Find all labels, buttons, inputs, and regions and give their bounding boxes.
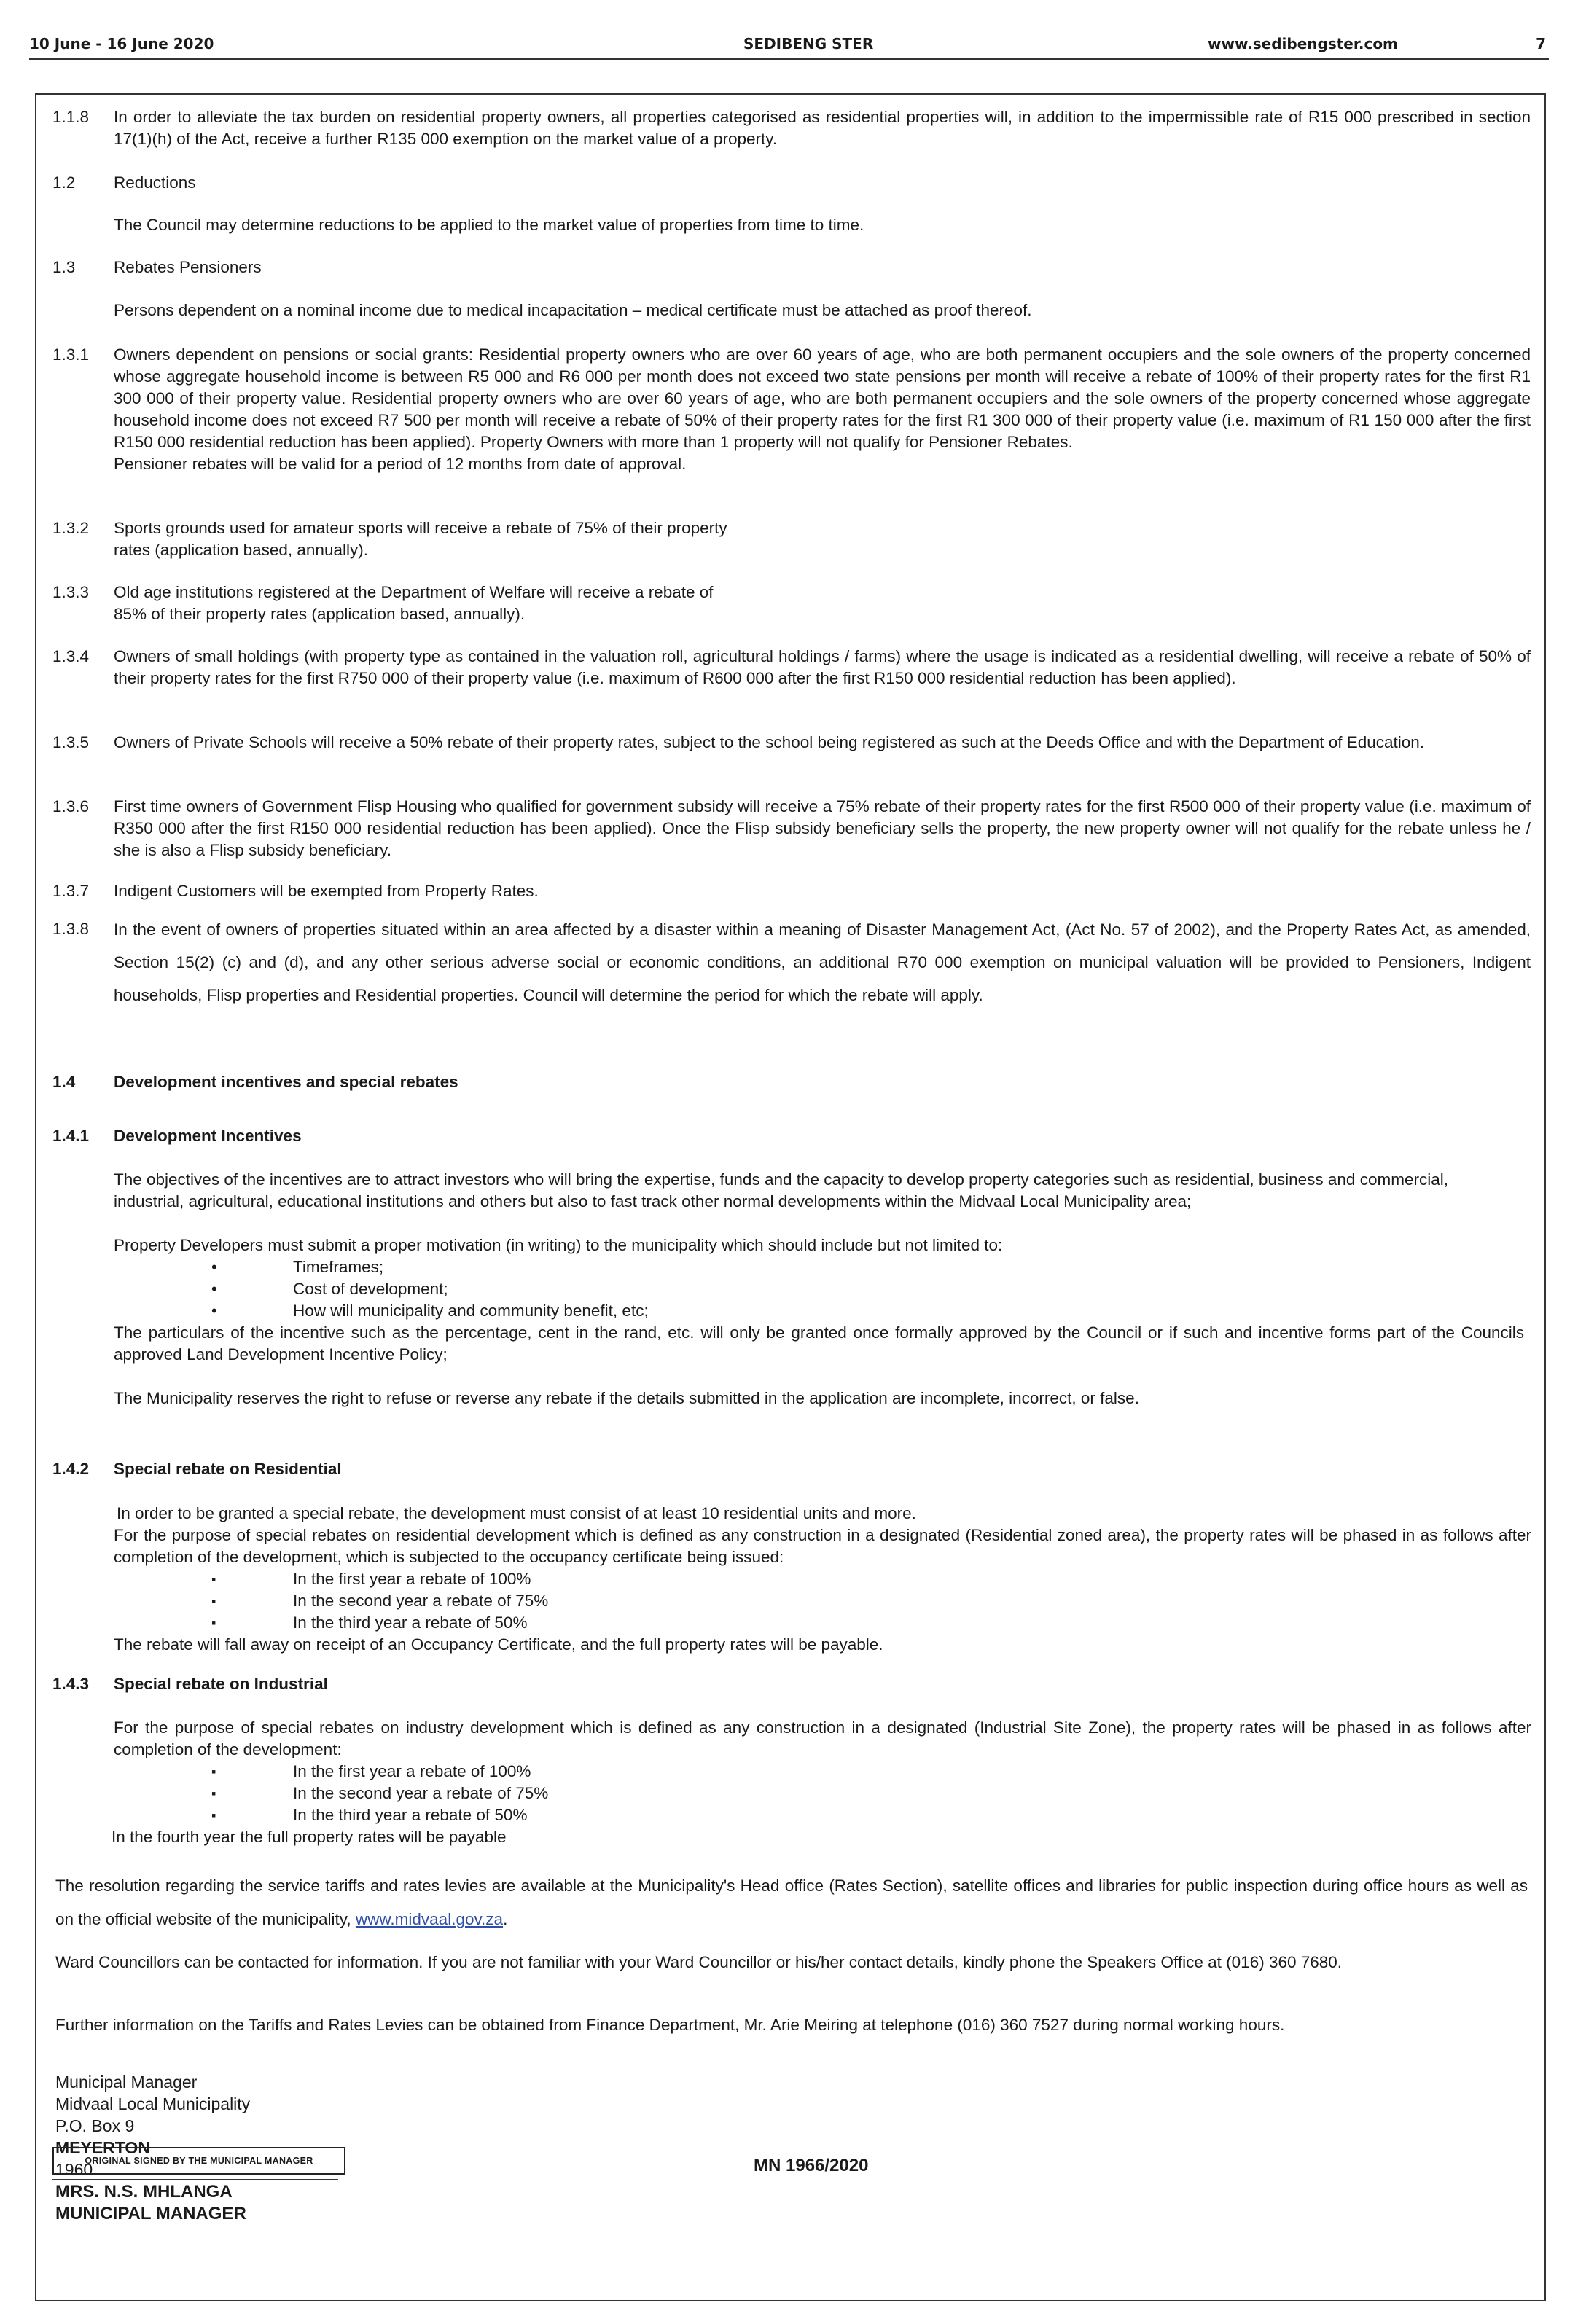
bullet-item: • How will municipality and community benefit, etc; (114, 1300, 1524, 1322)
section-text (114, 582, 1531, 625)
further-info-text: Further information on the Tariffs and Rates Levies can be obtained from Finance Department, Mr. Arie Meiring at telephone (016) 360 7527 during normal working hours. (55, 2016, 1285, 2034)
section-number: 1.4.1 (52, 1127, 90, 1145)
section-title: Development Incentives (114, 1127, 302, 1145)
manager-title: Municipal Manager (55, 2073, 198, 2092)
town: MEYERTON (55, 2138, 150, 2157)
section-number: 1.4 (52, 1073, 76, 1091)
section-number: 1.3.1 (52, 345, 90, 364)
section-number: 1.3.2 (52, 519, 90, 537)
section-title: Reductions (114, 173, 196, 192)
bullet-item: ▪ In the second year a rebate of 75% (114, 1783, 1531, 1804)
bullet-item: ▪ In the third year a rebate of 50% (114, 1612, 1531, 1634)
paragraph: The objectives of the incentives are to attract investors who will bring the expertise, funds and the capacity to develop property categories such as residential, business and commercial, (114, 1170, 1448, 1189)
section-text (114, 1503, 1531, 1656)
section-text: Indigent Customers will be exempted from Property Rates. (114, 882, 539, 900)
text-line: Sports grounds used for amateur sports will receive a rebate of 75% of their property (114, 519, 727, 537)
paragraph: The Municipality reserves the right to refuse or reverse any rebate if the details submitted in the application are incomplete, incorrect, or false. (114, 1389, 1139, 1407)
section-number: 1.3.5 (52, 733, 90, 751)
section-title: Special rebate on Residential (114, 1460, 342, 1478)
signatory-position: MUNICIPAL MANAGER (55, 2204, 246, 2223)
bullet-item: ▪ In the third year a rebate of 50% (114, 1804, 1531, 1826)
bullet-list (114, 1568, 1531, 1634)
section-text: The Council may determine reductions to be applied to the market value of properties from time to time. (114, 216, 864, 234)
bullet-item: • Cost of development; (114, 1278, 1524, 1300)
section-number: 1.4.3 (52, 1675, 90, 1693)
section-text: Owners of Private Schools will receive a 50% rebate of their property rates, subject to the school being registered as such at the Deeds Office and with the Department of Education. (114, 733, 1425, 751)
page-header (29, 32, 1549, 60)
section-number: 1.3.4 (52, 647, 90, 665)
resolution-text: The resolution regarding the service tariffs and rates levies are available at the Municipality's Head office (Rates Section), satellite offices and libraries for public inspection during office hours as well as on the official website of the municipality, (55, 1877, 1528, 1928)
paragraph: The particulars of the incentive such as the percentage, cent in the rand, etc. will only be granted once formally approved by the Council or if such and incentive forms part of the Councils approved Land Development Incentive Policy; (114, 1323, 1524, 1364)
bullet-list (114, 1256, 1524, 1322)
section-number: 1.1.8 (52, 108, 90, 126)
section-text: In the event of owners of properties situated within an area affected by a disaster within a meaning of Disaster Management Act, (Act No. 57 of 2002), and the Property Rates Act, as amended, Section 15(2) (c) and (d), and any other serious adverse social or economic conditions, an additional R70 000 exemption on municipal valuation will be provided to Pensioners, Indigent households, Flisp properties and Residential properties. Council will determine the period for which the rebate will apply. (114, 920, 1531, 1004)
paragraph: Property Developers must submit a proper motivation (in writing) to the municipality which should include but not limited to: (114, 1236, 1003, 1254)
notice-number: MN 1966/2020 (754, 2156, 869, 2175)
section-title: Special rebate on Industrial (114, 1675, 328, 1693)
councillors-paragraph (55, 1952, 1528, 1973)
signatory (55, 2181, 246, 2225)
municipality-website-link[interactable]: www.midvaal.gov.za (355, 1910, 504, 1928)
notice-frame (35, 93, 1546, 2301)
paragraph: For the purpose of special rebates on residential development which is defined as any construction in a designated (Residential zoned area), the property rates will be phased in as follows after completion of the development, which is subjected to the occupancy certificate being issued: (114, 1526, 1531, 1566)
bullet-list (114, 1761, 1531, 1826)
section-text (114, 517, 1531, 561)
paragraph: In order to be granted a special rebate, the development must consist of at least 10 residential units and more. (117, 1504, 916, 1522)
page-number: 7 (1536, 35, 1546, 52)
validity-line: Pensioner rebates will be valid for a period of 12 months from date of approval. (114, 455, 687, 473)
text-line: 85% of their property rates (application based, annually). (114, 605, 526, 623)
section-number: 1.3.3 (52, 583, 90, 601)
original-signed-stamp: ORIGINAL SIGNED BY THE MUNICIPAL MANAGER (52, 2147, 345, 2175)
section-number: 1.3 (52, 258, 76, 276)
section-text: Persons dependent on a nominal income due to medical incapacitation – medical certificate must be attached as proof thereof. (114, 301, 1032, 319)
paragraph: In the fourth year the full property rates will be payable (112, 1828, 507, 1846)
paragraph: For the purpose of special rebates on industry development which is defined as any construction in a designated (Industrial Site Zone), the property rates will be phased in as follows after completion of the development: (114, 1718, 1531, 1758)
section-text: First time owners of Government Flisp Housing who qualified for government subsidy will receive a 75% rebate of their property rates for the first R500 000 of their property value (i.e. maximum of R350 000 after the first R150 000 residential reduction has been applied). Once the Flisp subsidy beneficiary sells the property, the new property owner will not qualify for the rebate unless he / she is also a Flisp subsidy beneficiary. (114, 797, 1531, 859)
section-text (114, 1717, 1531, 1848)
section-title: Rebates Pensioners (114, 258, 262, 276)
text-line: Old age institutions registered at the Department of Welfare will receive a rebate of (114, 583, 714, 601)
resolution-paragraph: The resolution regarding the service tariffs and rates levies are available at the Municipality's Head office (Rates Section), satellite offices and libraries for public inspection during office hours as well as on the official website of the municipality, www.midvaal.gov.za. (55, 1877, 1528, 1928)
signatory-name: MRS. N.S. MHLANGA (55, 2182, 233, 2202)
councillors-text: Ward Councillors can be contacted for information. If you are not familiar with your Ward Councillor or his/her contact details, kindly phone the Speakers Office at (016) 360 7680. (55, 1953, 1343, 1971)
bullet-item: ▪ In the first year a rebate of 100% (114, 1761, 1531, 1783)
newspaper-website: www.sedibengster.com (1208, 35, 1398, 52)
rebate-paragraph: Owners dependent on pensions or social grants: Residential property owners who are over 60 years of age, who are both permanent occupiers and the sole owners of the property concerned whose aggregate household income is between R5 000 and R6 000 per month does not exceed two state pensions per month will receive a rebate of 100% of their property rates for the first R1 300 000 of their property value. Residential property owners who are over 60 years of age, who are both permanent occupiers and the sole owners of the property concerned whose aggregate household income does not exceed R7 500 per month will receive a rebate of 50% of their property rates for the first R1 300 000 of their property value (i.e. maximum of R1 150 000 after the first R150 000 residential reduction has been applied). Property Owners with more than 1 property will not qualify for Pensioner Rebates. (114, 345, 1531, 451)
paragraph: industrial, agricultural, educational institutions and others but also to fast track other normal developments within the Midvaal Local Municipality area; (114, 1192, 1192, 1210)
section-text: Owners of small holdings (with property type as contained in the valuation roll, agricultural holdings / farms) where the usage is indicated as a residential dwelling, will receive a rebate of 50% of their property rates for the first R750 000 of their property value (i.e. maximum of R600 000 after the first R150 000 residential reduction has been applied). (114, 647, 1531, 687)
section-number: 1.2 (52, 173, 76, 192)
postal-code: 1960 (55, 2160, 93, 2179)
bullet-item: ▪ In the second year a rebate of 75% (114, 1590, 1531, 1612)
po-box: P.O. Box 9 (55, 2116, 135, 2135)
bullet-item: • Timeframes; (114, 1256, 1524, 1278)
section-text (114, 344, 1531, 475)
signature-line (52, 2179, 338, 2180)
paragraph: The rebate will fall away on receipt of an Occupancy Certificate, and the full property rates will be payable. (114, 1635, 883, 1654)
municipality-name: Midvaal Local Municipality (55, 2094, 251, 2113)
issue-date: 10 June - 16 June 2020 (29, 35, 214, 52)
section-number: 1.3.6 (52, 797, 90, 815)
section-title: Development incentives and special rebates (114, 1073, 458, 1091)
further-info-paragraph (55, 2014, 1528, 2036)
section-text: In order to alleviate the tax burden on residential property owners, all properties categorised as residential properties will, in addition to the impermissible rate of R15 000 prescribed in section 17(1)(h) of the Act, receive a further R135 000 exemption on the market value of a property. (114, 108, 1531, 148)
newspaper-name: SEDIBENG STER (743, 35, 874, 52)
section-number: 1.4.2 (52, 1460, 90, 1478)
bullet-item: ▪ In the first year a rebate of 100% (114, 1568, 1531, 1590)
text-line: rates (application based, annually). (114, 541, 368, 559)
section-text (114, 1169, 1524, 1409)
section-number: 1.3.7 (52, 882, 90, 900)
section-number: 1.3.8 (52, 920, 90, 938)
